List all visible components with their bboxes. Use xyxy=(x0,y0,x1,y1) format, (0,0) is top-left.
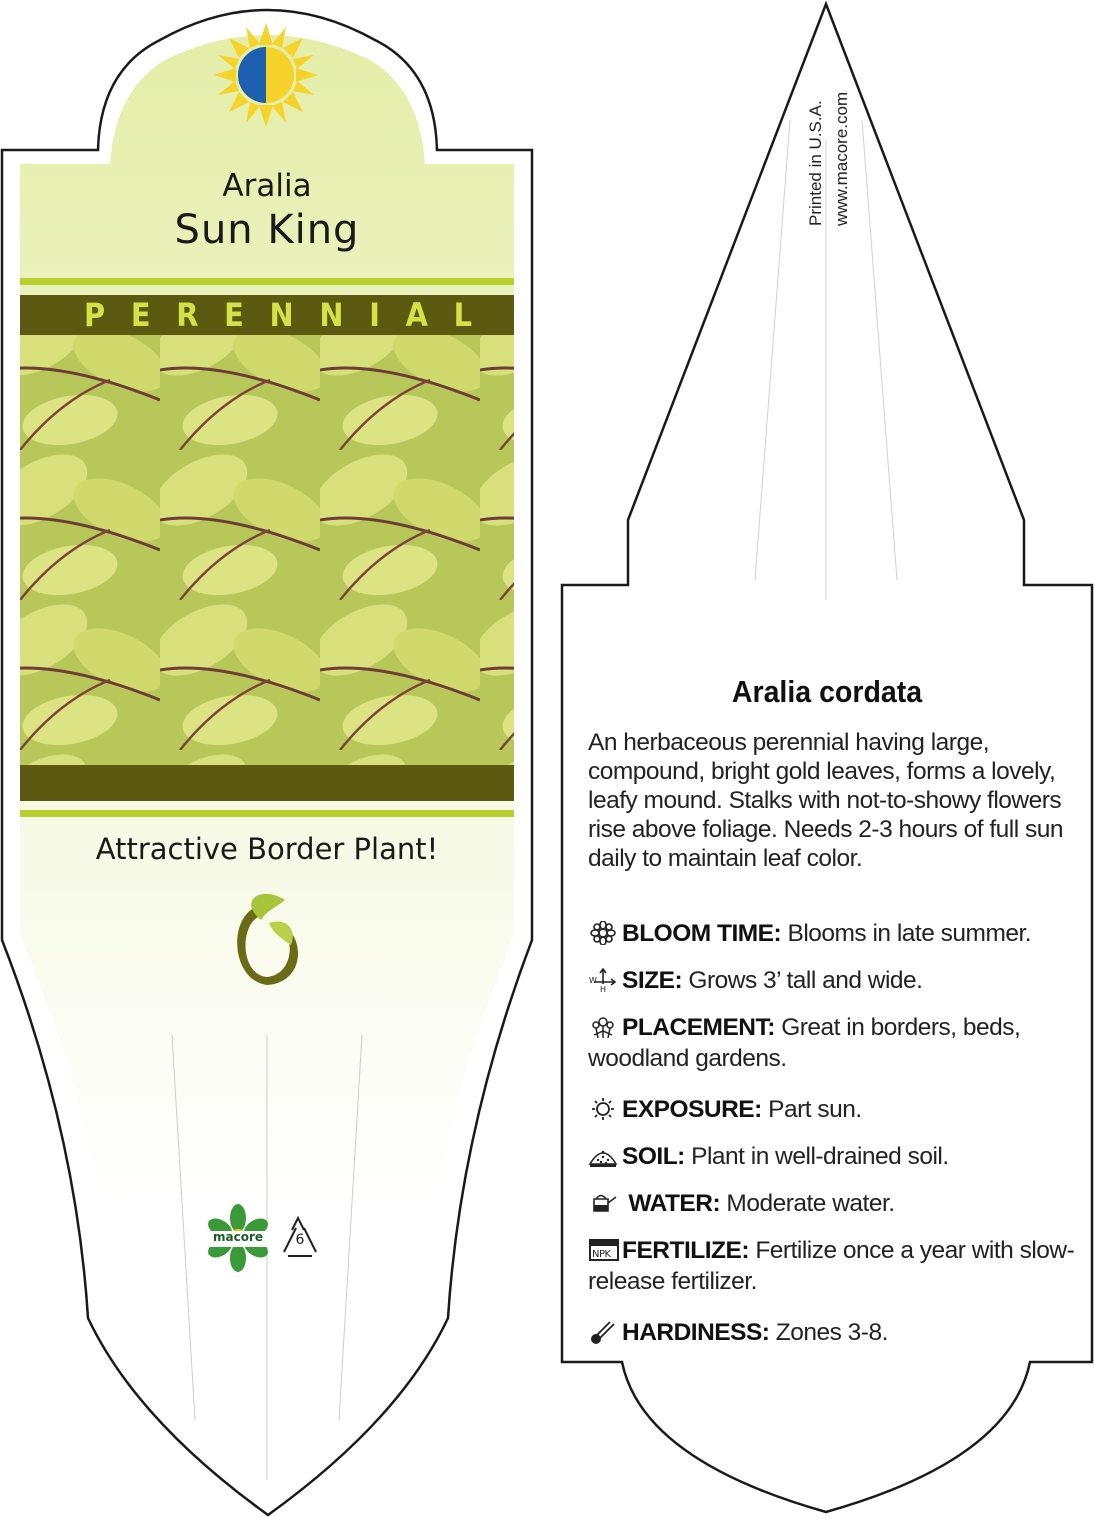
category-letter: L xyxy=(453,296,472,334)
macore-logo-text: macore xyxy=(212,1230,263,1244)
category-letter: E xyxy=(224,296,244,334)
care-label: BLOOM TIME: xyxy=(622,920,782,947)
svg-text:W: W xyxy=(589,976,597,985)
care-label: FERTILIZE: xyxy=(622,1237,750,1264)
npk-icon xyxy=(588,1238,622,1262)
flower-icon xyxy=(588,921,622,945)
care-bloom-time xyxy=(588,918,1078,949)
soil-icon xyxy=(588,1144,622,1168)
category-letter: R xyxy=(176,296,199,334)
svg-text:NPK: NPK xyxy=(592,1249,611,1260)
category-letter: I xyxy=(369,296,380,334)
sun-icon xyxy=(588,1097,622,1121)
tagline: Attractive Border Plant! xyxy=(95,832,439,866)
category-letter: A xyxy=(405,296,428,334)
care-label: WATER: xyxy=(628,1190,721,1217)
placement-icon xyxy=(588,1015,622,1039)
care-label: SIZE: xyxy=(622,967,683,994)
front-cultivar: Sun King xyxy=(174,207,360,253)
botanical-name: Aralia cordata xyxy=(731,674,923,709)
care-size xyxy=(588,965,1078,996)
care-placement xyxy=(588,1012,1078,1074)
care-water xyxy=(588,1188,1078,1219)
front-genus: Aralia xyxy=(222,168,312,204)
category-letter: P xyxy=(84,296,106,334)
care-text: Great in borders, beds, woodland gardens. xyxy=(588,1014,1021,1072)
care-text: Grows 3’ tall and wide. xyxy=(682,967,923,994)
care-label: SOIL: xyxy=(622,1143,685,1170)
care-text: Blooms in late summer. xyxy=(781,920,1032,947)
care-hardiness xyxy=(588,1317,1078,1348)
watering-can-icon xyxy=(588,1191,622,1215)
svg-text:H: H xyxy=(600,985,606,992)
care-text: Moderate water. xyxy=(720,1190,895,1217)
care-text: Zones 3-8. xyxy=(769,1319,888,1346)
care-text: Part sun. xyxy=(761,1096,862,1123)
category-letter: N xyxy=(269,296,294,334)
care-fertilize xyxy=(588,1235,1078,1297)
care-label: EXPOSURE: xyxy=(622,1096,762,1123)
website-text: www.macore.com xyxy=(832,91,851,226)
size-icon xyxy=(588,968,622,992)
thermometer-icon xyxy=(588,1320,622,1344)
care-text: Fertilize once a year with slow-release fertilizer. xyxy=(588,1237,1075,1295)
care-label: PLACEMENT: xyxy=(622,1014,775,1041)
care-text: Plant in well-drained soil. xyxy=(684,1143,949,1170)
care-exposure xyxy=(588,1094,1078,1125)
category-letter: N xyxy=(319,296,344,334)
care-soil xyxy=(588,1141,1078,1172)
category-letter: E xyxy=(130,296,151,334)
care-label: HARDINESS: xyxy=(622,1319,770,1346)
description: An herbaceous perennial having large, compound, bright gold leaves, forms a lovely, leafy mound. Stalks with not-to-showy flowers rise above foliage. Needs 2-3 hours of full sun daily to maintain leaf color. xyxy=(588,729,1063,872)
printed-in-text: Printed in U.S.A. xyxy=(806,100,825,226)
recycle-code: 6 xyxy=(295,1232,305,1248)
